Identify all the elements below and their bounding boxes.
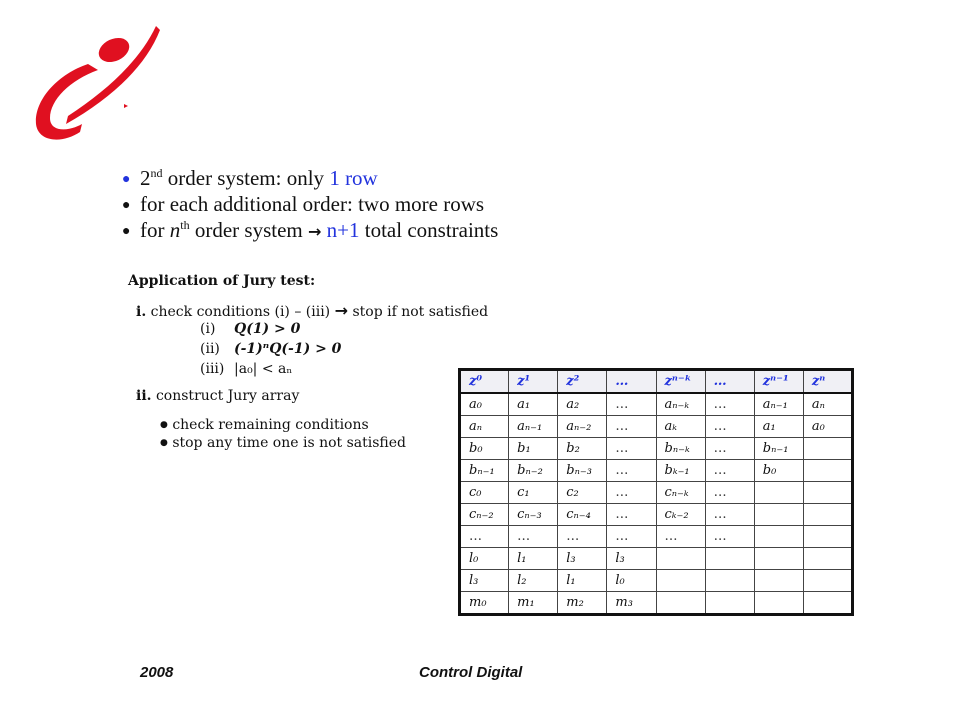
table-cell: l₁ <box>558 570 607 592</box>
bullet-sup: nd <box>150 166 163 180</box>
table-cell: … <box>705 526 754 548</box>
table-row <box>460 570 853 592</box>
table-cell: b₂ <box>558 438 607 460</box>
table-row <box>460 548 853 570</box>
condition-i <box>200 321 300 337</box>
table-cell <box>803 438 852 460</box>
table-row <box>460 504 853 526</box>
condition-number: (i) <box>200 321 216 337</box>
table-cell <box>754 482 803 504</box>
arrow-right-icon: → <box>308 222 322 241</box>
step-number: ii. <box>136 388 152 404</box>
jury-array-table <box>458 368 854 616</box>
table-cell: … <box>607 393 656 416</box>
table-cell: … <box>705 438 754 460</box>
table-cell: cₙ₋ₖ <box>656 482 705 504</box>
table-cell <box>803 592 852 615</box>
bullet-text: for each additional order: two more rows <box>140 192 485 216</box>
step-two <box>136 388 299 404</box>
table-cell: … <box>509 526 558 548</box>
table-cell: a₁ <box>509 393 558 416</box>
table-row <box>460 460 853 482</box>
table-cell <box>705 548 754 570</box>
table-cell <box>705 570 754 592</box>
table-cell <box>803 526 852 548</box>
table-cell: aₙ₋₁ <box>754 393 803 416</box>
table-cell: … <box>607 526 656 548</box>
bullet-text: 2 <box>140 166 151 190</box>
condition-ii <box>200 341 341 357</box>
step-text: check conditions (i) – (iii) <box>146 304 335 320</box>
table-cell <box>803 482 852 504</box>
table-cell <box>656 570 705 592</box>
condition-iii <box>200 361 292 377</box>
bullet-text: order system: only <box>162 166 330 190</box>
footer-year: 2008 <box>140 664 174 681</box>
table-header-cell: … <box>705 370 754 394</box>
table-row <box>460 526 853 548</box>
table-cell: … <box>607 416 656 438</box>
table-header-cell: z¹ <box>509 370 558 394</box>
bullet-additional-order <box>122 191 498 217</box>
table-cell: aₙ₋₁ <box>509 416 558 438</box>
table-cell: m₂ <box>558 592 607 615</box>
arrow-right-icon: → <box>334 301 348 320</box>
table-cell: … <box>705 393 754 416</box>
table-cell: cₙ₋₄ <box>558 504 607 526</box>
bullet-second-order <box>122 165 498 191</box>
table-cell: aₙ₋ₖ <box>656 393 705 416</box>
table-cell: cₖ₋₂ <box>656 504 705 526</box>
bullet-dot-icon: ● <box>122 198 131 213</box>
table-header-cell: zⁿ⁻¹ <box>754 370 803 394</box>
table-cell <box>803 504 852 526</box>
table-header-cell: zⁿ <box>803 370 852 394</box>
table-cell <box>754 592 803 615</box>
bullet-sup: th <box>180 218 190 232</box>
table-cell: a₀ <box>803 416 852 438</box>
bullet-text: total constraints <box>359 218 499 242</box>
table-cell: bₖ₋₁ <box>656 460 705 482</box>
bullet-text: for <box>140 218 170 242</box>
sub-bullet <box>160 435 406 451</box>
step-one <box>136 301 488 320</box>
table-cell: c₁ <box>509 482 558 504</box>
table-cell: l₃ <box>460 570 509 592</box>
jury-heading: Application of Jury test: <box>128 273 316 289</box>
table-cell: c₀ <box>460 482 509 504</box>
logo-i-icon <box>28 20 164 144</box>
table-cell: … <box>705 416 754 438</box>
step-number: i. <box>136 304 147 320</box>
table-cell: m₀ <box>460 592 509 615</box>
table-cell: c₂ <box>558 482 607 504</box>
table-cell: bₙ₋₂ <box>509 460 558 482</box>
table-header-cell: … <box>607 370 656 394</box>
table-header-cell: z² <box>558 370 607 394</box>
table-cell: … <box>460 526 509 548</box>
table-cell <box>803 548 852 570</box>
table-row <box>460 393 853 416</box>
table-cell <box>754 548 803 570</box>
table-cell: m₁ <box>509 592 558 615</box>
footer-course: Control Digital <box>419 664 523 681</box>
bullet-var: n <box>169 218 181 242</box>
bullet-dot-icon: ● <box>122 172 131 187</box>
table-row <box>460 438 853 460</box>
bullet-highlight: n+1 <box>326 218 360 242</box>
table-cell: l₀ <box>460 548 509 570</box>
table-cell: m₃ <box>607 592 656 615</box>
table-cell: … <box>705 482 754 504</box>
bullet-text: order system <box>189 218 308 242</box>
condition-number: (ii) <box>200 341 220 357</box>
table-cell: l₃ <box>607 548 656 570</box>
table-cell: cₙ₋₂ <box>460 504 509 526</box>
table-cell: cₙ₋₃ <box>509 504 558 526</box>
table-cell: aₖ <box>656 416 705 438</box>
condition-number: (iii) <box>200 361 225 377</box>
sub-bullet-text: check remaining conditions <box>172 417 369 433</box>
table-cell: l₃ <box>558 548 607 570</box>
table-header-cell: zⁿ⁻ᵏ <box>656 370 705 394</box>
table-cell: a₁ <box>754 416 803 438</box>
table-cell <box>656 548 705 570</box>
table-header-row <box>460 370 853 394</box>
bullet-nth-order <box>122 217 498 243</box>
step-text: stop if not satisfied <box>348 304 489 320</box>
table-cell: bₙ₋₁ <box>754 438 803 460</box>
table-cell: bₙ₋₃ <box>558 460 607 482</box>
table-cell <box>656 592 705 615</box>
table-cell: … <box>656 526 705 548</box>
table-cell: aₙ₋₂ <box>558 416 607 438</box>
top-bullet-list <box>122 165 498 243</box>
sub-bullet <box>160 417 369 433</box>
table-cell <box>705 592 754 615</box>
table-row <box>460 482 853 504</box>
table-cell: … <box>607 460 656 482</box>
condition-expr: |a₀| < aₙ <box>234 361 293 377</box>
table-cell: a₂ <box>558 393 607 416</box>
table-body <box>460 393 853 615</box>
bullet-dot-icon: ● <box>122 224 131 239</box>
table-cell: l₁ <box>509 548 558 570</box>
table-cell: … <box>607 504 656 526</box>
condition-expr: (-1)ⁿQ(-1) > 0 <box>234 341 342 357</box>
table-cell: aₙ <box>803 393 852 416</box>
table-row <box>460 416 853 438</box>
table-cell: bₙ₋ₖ <box>656 438 705 460</box>
table-cell: … <box>607 482 656 504</box>
table-row <box>460 592 853 615</box>
table-cell <box>754 570 803 592</box>
step-text: construct Jury array <box>151 388 300 404</box>
condition-expr: Q(1) > 0 <box>234 321 301 337</box>
table-cell <box>754 504 803 526</box>
table-cell: … <box>705 504 754 526</box>
bullet-dot-icon: ● <box>160 438 168 448</box>
table-cell: … <box>607 438 656 460</box>
table-cell: b₀ <box>460 438 509 460</box>
table-cell <box>754 526 803 548</box>
sub-bullet-text: stop any time one is not satisfied <box>172 435 407 451</box>
table-cell: b₀ <box>754 460 803 482</box>
table-header-cell: z⁰ <box>460 370 509 394</box>
table-cell: aₙ <box>460 416 509 438</box>
table-cell: bₙ₋₁ <box>460 460 509 482</box>
table-cell: l₂ <box>509 570 558 592</box>
table-cell: a₀ <box>460 393 509 416</box>
table-cell: … <box>558 526 607 548</box>
table-cell <box>803 460 852 482</box>
bullet-highlight: 1 row <box>329 166 378 190</box>
table-cell <box>803 570 852 592</box>
bullet-dot-icon: ● <box>160 420 168 430</box>
table-cell: b₁ <box>509 438 558 460</box>
table-cell: … <box>705 460 754 482</box>
table-cell: l₀ <box>607 570 656 592</box>
